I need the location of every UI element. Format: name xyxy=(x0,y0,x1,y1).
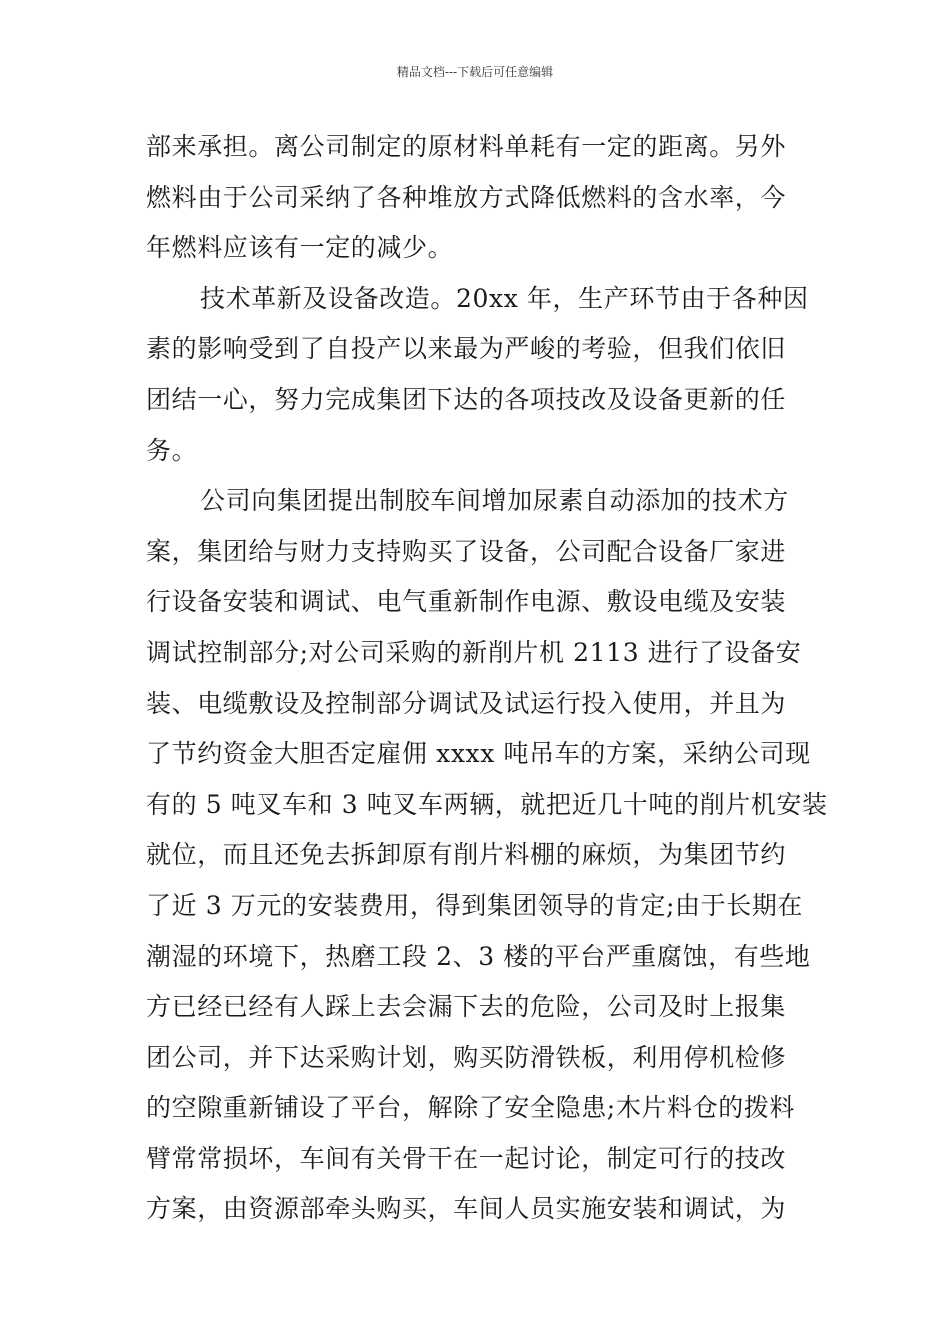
text-line: 部来承担。离公司制定的原材料单耗有一定的距离。另外 xyxy=(146,132,787,161)
paragraph xyxy=(146,122,810,274)
text-line: 年燃料应该有一定的减少。 xyxy=(146,233,454,263)
text-line: 方案，由资源部牵头购买，车间人员实施安装和调试，为 xyxy=(146,1194,787,1224)
paragraph xyxy=(146,274,810,476)
text-line: 有的 5 吨叉车和 3 吨叉车两辆，就把近几十吨的削片机安装 xyxy=(146,789,828,819)
page-header: 精品文档---下载后可任意编辑 xyxy=(396,65,554,79)
text-line: 调试控制部分;对公司采购的新削片机 2113 进行了设备安 xyxy=(146,637,802,667)
text-line: 臂常常损坏，车间有关骨干在一起讨论，制定可行的技改 xyxy=(146,1143,787,1173)
text-line: 素的影响受到了自投产以来最为严峻的考验，但我们依旧 xyxy=(146,334,787,364)
document-body xyxy=(146,122,828,1235)
text-line: 团公司，并下达采购计划，购买防滑铁板，利用停机检修 xyxy=(146,1042,787,1072)
text-line: 方已经已经有人踩上去会漏下去的危险，公司及时上报集 xyxy=(146,992,787,1022)
text-line: 务。 xyxy=(146,435,198,465)
text-line: 装、电缆敷设及控制部分调试及试运行投入使用，并且为 xyxy=(146,688,787,718)
text-line: 团结一心，努力完成集团下达的各项技改及设备更新的任 xyxy=(146,384,787,414)
text-line: 燃料由于公司采纳了各种堆放方式降低燃料的含水率，今 xyxy=(146,182,787,212)
text-line: 行设备安装和调试、电气重新制作电源、敷设电缆及安装 xyxy=(146,587,787,617)
text-line: 公司向集团提出制胶车间增加尿素自动添加的技术方 xyxy=(200,486,789,516)
text-line: 就位，而且还免去拆卸原有削片料棚的麻烦，为集团节约 xyxy=(146,840,787,870)
text-line: 了节约资金大胆否定雇佣 xxxx 吨吊车的方案，采纳公司现 xyxy=(146,739,811,769)
paragraph xyxy=(146,476,828,1235)
text-line: 了近 3 万元的安装费用，得到集团领导的肯定;由于长期在 xyxy=(146,890,804,920)
text-line: 潮湿的环境下，热磨工段 2、3 楼的平台严重腐蚀，有些地 xyxy=(146,941,811,971)
text-line: 技术革新及设备改造。20xx 年，生产环节由于各种因 xyxy=(200,283,809,313)
text-line: 案，集团给与财力支持购买了设备，公司配合设备厂家进 xyxy=(146,536,787,566)
text-line: 的空隙重新铺设了平台，解除了安全隐患;木片料仓的拨料 xyxy=(146,1093,796,1123)
